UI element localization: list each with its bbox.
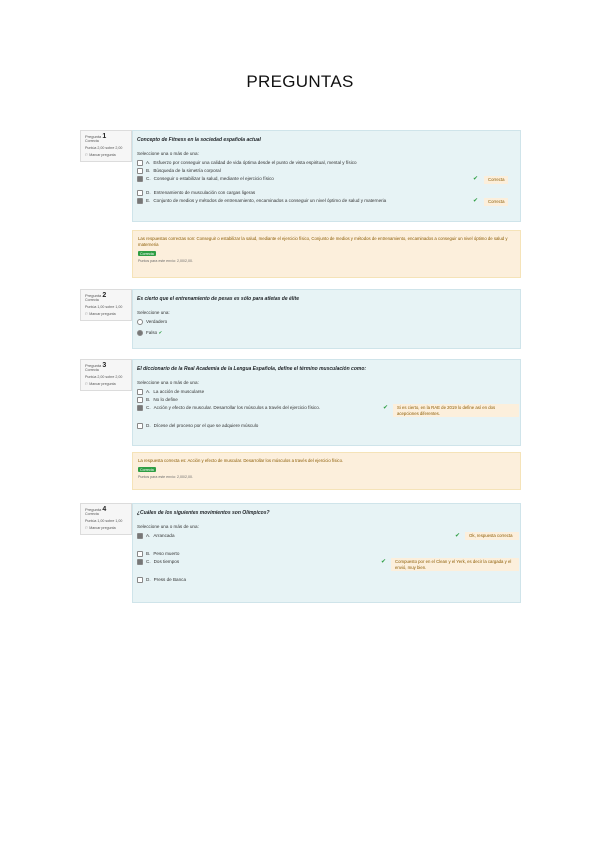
checkbox-checked[interactable] bbox=[137, 198, 143, 204]
question-content bbox=[132, 359, 521, 446]
checkbox[interactable] bbox=[137, 551, 143, 557]
question-number: 1 bbox=[102, 133, 107, 140]
flag-label: Marcar pregunta bbox=[89, 382, 116, 386]
question-text: El diccionario de la Real Academia de la Lengua Española, define el término musculación como: bbox=[137, 366, 367, 372]
question-number: 4 bbox=[102, 506, 107, 513]
question-content bbox=[132, 289, 521, 349]
answer-option[interactable]: D. Dícese del proceso por el que se adquiere músculo bbox=[137, 422, 516, 430]
question-points: Puntúa 1,00 sobre 1,00 bbox=[85, 519, 123, 523]
checkbox-checked[interactable] bbox=[137, 176, 143, 182]
answer-option[interactable]: Falso ✔ bbox=[137, 329, 516, 337]
checkbox-checked[interactable] bbox=[137, 533, 143, 539]
answer-option[interactable]: A. La acción de muscularse bbox=[137, 388, 516, 396]
answer-feedback: Correcta bbox=[484, 176, 508, 184]
flag-question-link[interactable] bbox=[85, 153, 127, 158]
flag-icon: ⚐ bbox=[85, 312, 89, 316]
question-points: Puntúa 2,00 sobre 2,00 bbox=[85, 146, 123, 150]
check-icon: ✔ bbox=[473, 198, 479, 204]
radio-selected[interactable] bbox=[137, 330, 143, 336]
question-prompt: Seleccione una o más de una: bbox=[137, 380, 199, 385]
checkbox[interactable] bbox=[137, 397, 143, 403]
question-info bbox=[80, 289, 132, 321]
question-prompt: Seleccione una: bbox=[137, 310, 170, 315]
question-prompt: Seleccione una o más de una: bbox=[137, 151, 199, 156]
question-state: Correcta bbox=[85, 139, 99, 143]
question-number: 2 bbox=[102, 292, 107, 299]
answer-feedback: Compuesto por en el Clean y el Yerk, es decir la cargada y el envió, muy bien. bbox=[391, 558, 519, 571]
check-icon: ✔ bbox=[473, 176, 479, 182]
flag-label: Marcar pregunta bbox=[89, 312, 116, 316]
question-state: Correcta bbox=[85, 298, 99, 302]
flag-label: Marcar pregunta bbox=[89, 526, 116, 530]
answer-option[interactable]: B. Peso muerto bbox=[137, 550, 516, 558]
answer-option[interactable]: Verdadero bbox=[137, 318, 516, 326]
answer-option[interactable]: A. Esfuerzo por conseguir una calidad de vida óptima desde el punto de vista espiritual, mental y físico bbox=[137, 159, 516, 167]
checkbox[interactable] bbox=[137, 160, 143, 166]
checkbox[interactable] bbox=[137, 190, 143, 196]
flag-label: Marcar pregunta bbox=[89, 153, 116, 157]
check-icon: ✔ bbox=[158, 330, 163, 335]
answer-option[interactable]: B. Búsqueda de la simetría corporal bbox=[137, 167, 516, 175]
question-state: Correcta bbox=[85, 512, 99, 516]
answer-option[interactable]: D. Press de Banca bbox=[137, 576, 516, 584]
checkbox[interactable] bbox=[137, 168, 143, 174]
question-info bbox=[80, 130, 132, 162]
answer-feedback: Si es cierto, en la RAE de 2019 lo define así en dos acepciones diferentes. bbox=[393, 404, 519, 417]
question-number: 3 bbox=[102, 362, 107, 369]
page-title: PREGUNTAS bbox=[246, 72, 354, 91]
flag-question-link[interactable] bbox=[85, 312, 127, 317]
general-feedback bbox=[132, 230, 521, 278]
question-label: Pregunta bbox=[85, 363, 102, 368]
question-content bbox=[132, 130, 521, 222]
checkbox-checked[interactable] bbox=[137, 559, 143, 565]
status-badge: Correcta bbox=[140, 467, 154, 472]
question-info bbox=[80, 359, 132, 391]
answer-option[interactable]: C. Conseguir o estabilizar la salud, mediante el ejercicio físico ✔ Correcta bbox=[137, 175, 516, 183]
answer-feedback: Ok, respuesta correcta bbox=[465, 532, 519, 540]
check-icon: ✔ bbox=[381, 559, 387, 565]
answer-option[interactable]: C. Acción y efecto de muscular. Desarrollar los músculos a través del ejercicio físico. ✔ Si es cierto, en la RAE de 2019 lo define así en dos acepciones diferentes. bbox=[137, 404, 516, 412]
answer-option[interactable]: E. Conjunto de medios y métodos de entrenamiento, encaminados a conseguir un nivel óptimo de salud y materneria ✔ Correcta bbox=[137, 197, 516, 205]
question-points: Puntúa 2,00 sobre 2,00 bbox=[85, 375, 123, 379]
flag-question-link[interactable] bbox=[85, 382, 127, 387]
answer-feedback: Correcta bbox=[484, 198, 508, 206]
check-icon: ✔ bbox=[383, 405, 389, 411]
answer-option[interactable]: A. Arrancada ✔ Ok, respuesta correcta bbox=[137, 532, 516, 540]
question-state: Correcta bbox=[85, 368, 99, 372]
general-feedback bbox=[132, 452, 521, 490]
points-line: Puntos para este envío: 2,00/2,00. bbox=[138, 474, 193, 479]
radio[interactable] bbox=[137, 319, 143, 325]
status-badge: Correcta bbox=[140, 251, 154, 256]
checkbox[interactable] bbox=[137, 423, 143, 429]
question-info bbox=[80, 503, 132, 535]
check-icon: ✔ bbox=[455, 533, 461, 539]
flag-icon: ⚐ bbox=[85, 382, 89, 386]
question-text: Es cierto que el entrenamiento de pesas es sólo para atletas de élite bbox=[137, 296, 300, 302]
question-label: Pregunta bbox=[85, 293, 102, 298]
answer-option[interactable]: B. No lo define bbox=[137, 396, 516, 404]
flag-icon: ⚐ bbox=[85, 153, 89, 157]
question-text: ¿Cuáles de los siguientes movimientos son Olímpicos? bbox=[137, 510, 270, 516]
question-label: Pregunta bbox=[85, 507, 102, 512]
points-line: Puntos para este envío: 2,00/2,00. bbox=[138, 258, 193, 263]
flag-icon: ⚐ bbox=[85, 526, 89, 530]
question-label: Pregunta bbox=[85, 134, 102, 139]
checkbox-checked[interactable] bbox=[137, 405, 143, 411]
question-prompt: Seleccione una o más de una: bbox=[137, 524, 199, 529]
question-content bbox=[132, 503, 521, 603]
checkbox[interactable] bbox=[137, 577, 143, 583]
question-points: Puntúa 1,00 sobre 1,00 bbox=[85, 305, 123, 309]
answer-option[interactable]: D. Entrenamiento de musculación con cargas ligeras bbox=[137, 189, 516, 197]
question-text: Concepto de Fitness en la sociedad española actual bbox=[137, 137, 261, 143]
flag-question-link[interactable] bbox=[85, 526, 127, 531]
answer-option[interactable]: C. Dos tiempos ✔ Compuesto por en el Clean y el Yerk, es decir la cargada y el envió, muy bien. bbox=[137, 558, 516, 566]
correct-answers-text: La respuesta correcta es: Acción y efecto de muscular. Desarrollar los músculos a través del ejercicio físico. bbox=[138, 458, 344, 463]
checkbox[interactable] bbox=[137, 389, 143, 395]
correct-answers-text: Las respuestas correctas son: Conseguir o estabilizar la salud, mediante el ejercicio físico, Conjunto de medios y métodos de entrenamiento, encaminados a conseguir un nivel óptimo de salud y materneria bbox=[138, 236, 508, 247]
